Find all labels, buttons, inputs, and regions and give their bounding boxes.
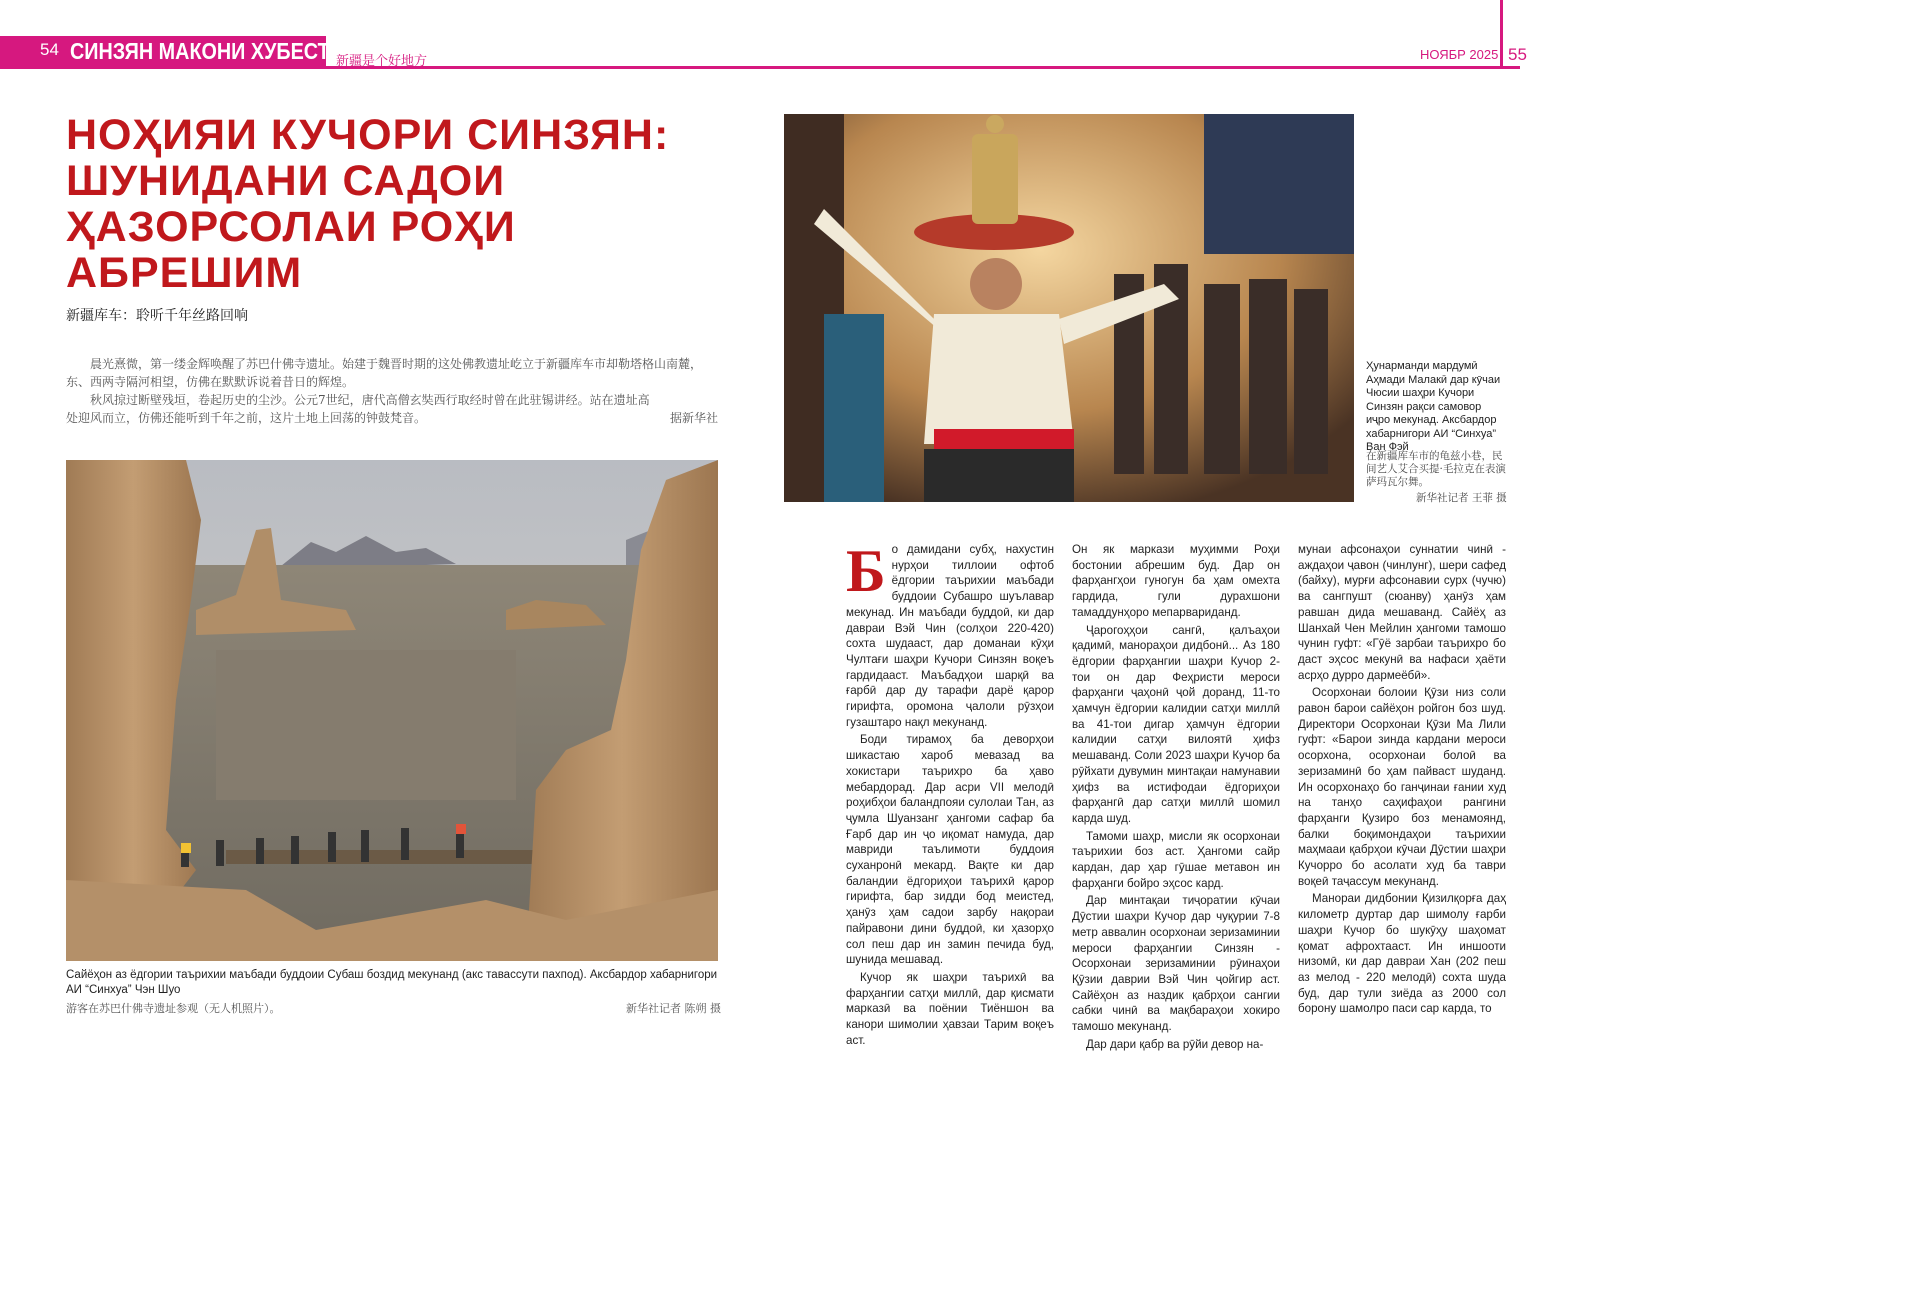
photo-left-credit: 新华社记者 陈朔 摄	[626, 1002, 721, 1015]
section-title-cn: 新疆是个好地方	[336, 54, 428, 69]
article-paragraph: Боди тирамоҳ ба деворҳои шикастаю хароб мевазад ва хокистари таърихро ба ҳаво мебардорад. Дар асри VII мелодӣ роҳибҳои баландпояи сулолаи Тан, аз ҷумла Шуанзанг ҳангоми сафар ба Ғарб дар ин ҷо иқомат намуда, дар мавриди таълимоти буддоия суханронӣ мекард. Вақте ки дар баландии ёдгориҳои таърихӣ қарор гирифта, бар зидди бод меистед, ҳанӯз ҳам садои зарбу нақораи пайравони дини буддоӣ, ки ҳазорҳо сол пеш дар ин замин печида буд, шунида мешавад.	[846, 733, 1054, 967]
dancer-illustration	[784, 114, 1354, 502]
section-title: СИНЗЯН МАКОНИ ХУБЕСТ	[70, 38, 330, 64]
article-paragraph: Он як маркази муҳимми Роҳи бостонии абрешим буд. Дар он фарҳангҳои гуногун ба ҳам омехта гардида, гули дурахшони тамаддунҳоро мепарвариданд.	[1072, 543, 1280, 619]
photo-right-credit: 新华社记者 王菲 摄	[1416, 492, 1507, 504]
intro-cn	[66, 355, 718, 427]
article-column-3	[1298, 542, 1506, 1019]
article-paragraph: Бо дамидани субҳ, нахустин нурҳои тиллоии офтоб ёдгории таърихии маъбади буддоии Субашро шуълавар мекунад. Ин маъбади буддоӣ, ки дар давраи Вэй Чин (солҳои 220-420) сохта шудааст, дар доманаи кӯҳи Чултағи шаҳри Кучори Синзян воқеъ гардидааст. Маъбадҳои шарқӣ ва ғарбӣ дар ду тарафи дарё қарор гирифта, оромона ҷалоли рӯзҳои гузаштаро нақл мекунанд.	[846, 538, 1054, 729]
article-paragraph: Манораи дидбонии Қизилқорға даҳ километр дуртар дар шимолу ғарби шаҳри Кучор бо шукӯҳу шаҳомат қомат афрохтааст. Ин иншооти низомӣ, ки дар давраи Хан (202 пеш аз мелод - 220 мелодӣ) сохта шуда буд, дар тули зиёда аз 2000 сол борону шамолро паси сар карда, то	[1298, 892, 1506, 1016]
intro-source: 据新华社	[669, 411, 718, 425]
intro-paragraph: 秋风掠过断壁残垣，卷起历史的尘沙。公元7世纪，唐代高僧玄奘西行取经时曾在此驻锡讲经。站在遗址高处迎风而立，仿佛还能听到千年之前，这片土地上回荡的钟鼓梵音。	[66, 393, 650, 425]
photo-left-caption: Сайёҳон аз ёдгории таърихии маъбади буддоии Субаш боздид мекунанд (акс тавассути пахпод). Аксбардор хабарнигори АИ “Синхуа” Чэн Шуо	[66, 969, 718, 996]
article-paragraph: Дар минтақаи тиҷоратии кӯчаи Дӯстии шаҳри Кучор дар чуқурии 7-8 метр аввалин осорхонаи зеризаминии мероси фарҳангии Синзян - Осорхонаи зеризаминии рӯинаҳои Қӯзии даврии Вэй Чин ҷойгир аст. Сайёҳон аз наздик қабрҳои сангии сабки чинӣ ва мақбараҳои хокиро тамошо мекунанд.	[1072, 894, 1280, 1034]
page-number-right: 55	[1508, 45, 1527, 64]
photo-left-caption-cn: 游客在苏巴什佛寺遗址参观（无人机照片）。	[66, 1002, 281, 1015]
article-column-2	[1072, 542, 1280, 1055]
article-paragraph: Осорхонаи болоии Қӯзи низ соли равон барои сайёҳон ройгон боз шуд. Директори Осорхонаи Қӯзи Ма Лили гуфт: «Барои зинда кардани мероси осорхона, осорхонаи болоӣ ва зеризаминӣ бо ҳам пайваст шуданд. Ин осорхонаҳо бо ганҷинаи ғании худ на танҳо саҳифаҳои рангини фарҳанги Қузиро боз менамоянд, балки боқимондаҳои таърихии маҳмааи қабрҳои кӯчаи Дӯстии шаҳри Кучорро бо асолати худ ба таври воқеӣ таҷассум мекунанд.	[1298, 686, 1506, 888]
subash-ruins-photo	[66, 460, 718, 961]
ruins-illustration	[66, 460, 718, 961]
article-subtitle-cn: 新疆库车：聆听千年丝路回响	[66, 307, 248, 323]
article-paragraph: Дар дари қабр ва рӯйи девор на-	[1086, 1037, 1264, 1051]
page-number-left: 54	[40, 40, 59, 59]
header-vertical-rule	[1500, 0, 1503, 69]
samovar-dance-photo	[784, 114, 1354, 502]
article-paragraph: Ҷарогоҳҳои сангӣ, қалъаҳои қадимӣ, манораҳои дидбонӣ... Аз 180 ёдгории фарҳангии шаҳри Кучор 2-тои он дар Феҳристи мероси фарҳанги ҷаҳонӣ ҷой доранд, 11-то ҳамчун ёдгории калидии сатҳи миллӣ ва 41-тои дигар ҳамчун ёдгории калидии сатҳи вилоятӣ ҳифз мешаванд. Соли 2023 шаҳри Кучор ба рӯйхати дувумин минтақаи намунавии ҳифз ва истифодаи ёдгориҳои фарҳангӣ дар сатҳи миллӣ шомил карда шуд.	[1072, 623, 1280, 825]
issue-month: НОЯБР 2025	[1420, 47, 1499, 62]
article-paragraph: Кучор як шаҳри таърихӣ ва фарҳангии сатҳи миллӣ, дар қисмати марказӣ ва поёнии Тиёншон ва канори шимолии ҳавзаи Тарим воқеъ аст.	[846, 970, 1054, 1047]
photo-right-caption-cn: 在新疆库车市的龟兹小巷，民间艺人艾合买提·毛拉克在表演萨玛瓦尔舞。	[1366, 450, 1506, 488]
article-column-1	[846, 538, 1054, 1051]
article-paragraph: Тамоми шаҳр, мисли як осорхонаи таърихии боз аст. Ҳангоми сайр кардан, дар ҳар гӯшае метавон ин фарҳанги бойро эҳсос кард.	[1072, 829, 1280, 890]
article-title: НОҲИЯИ КУЧОРИ СИНЗЯН: ШУНИДАНИ САДОИ ҲАЗОРСОЛАИ РОҲИ АБРЕШИМ	[66, 111, 670, 297]
photo-right-caption: Ҳунарманди мардумӣ Аҳмади Малакӣ дар кӯчаи Чюсии шаҳри Кучори Синзян рақси самовор иҷро мекунад. Аксбардор хабарнигори АИ “Синхуа” Ван Фэй	[1366, 360, 1501, 453]
intro-paragraph: 晨光熹微，第一缕金辉唤醒了苏巴什佛寺遗址。始建于魏晋时期的这处佛教遗址屹立于新疆库车市却勒塔格山南麓，东、西两寺隔河相望，仿佛在默默诉说着昔日的辉煌。	[66, 357, 703, 389]
drop-cap: Б	[846, 538, 886, 604]
article-paragraph: мунаи афсонаҳои суннатии чинӣ - аждаҳои ҷавон (чинлунг), шери сафед (байху), мурғи афсонавии сурх (чучю) ва сангпушт (сюанву) ҳанӯз ҳам равшан дида мешаванд. Сайёҳ аз Шанхай Чен Мейлин ҳангоми тамошо чунин гуфт: «Гӯё зарбаи таърихро бо даст эҳсос мекунӣ ва нафаси ҳаёти асрҳо дурро дармеёбӣ».	[1298, 543, 1506, 682]
